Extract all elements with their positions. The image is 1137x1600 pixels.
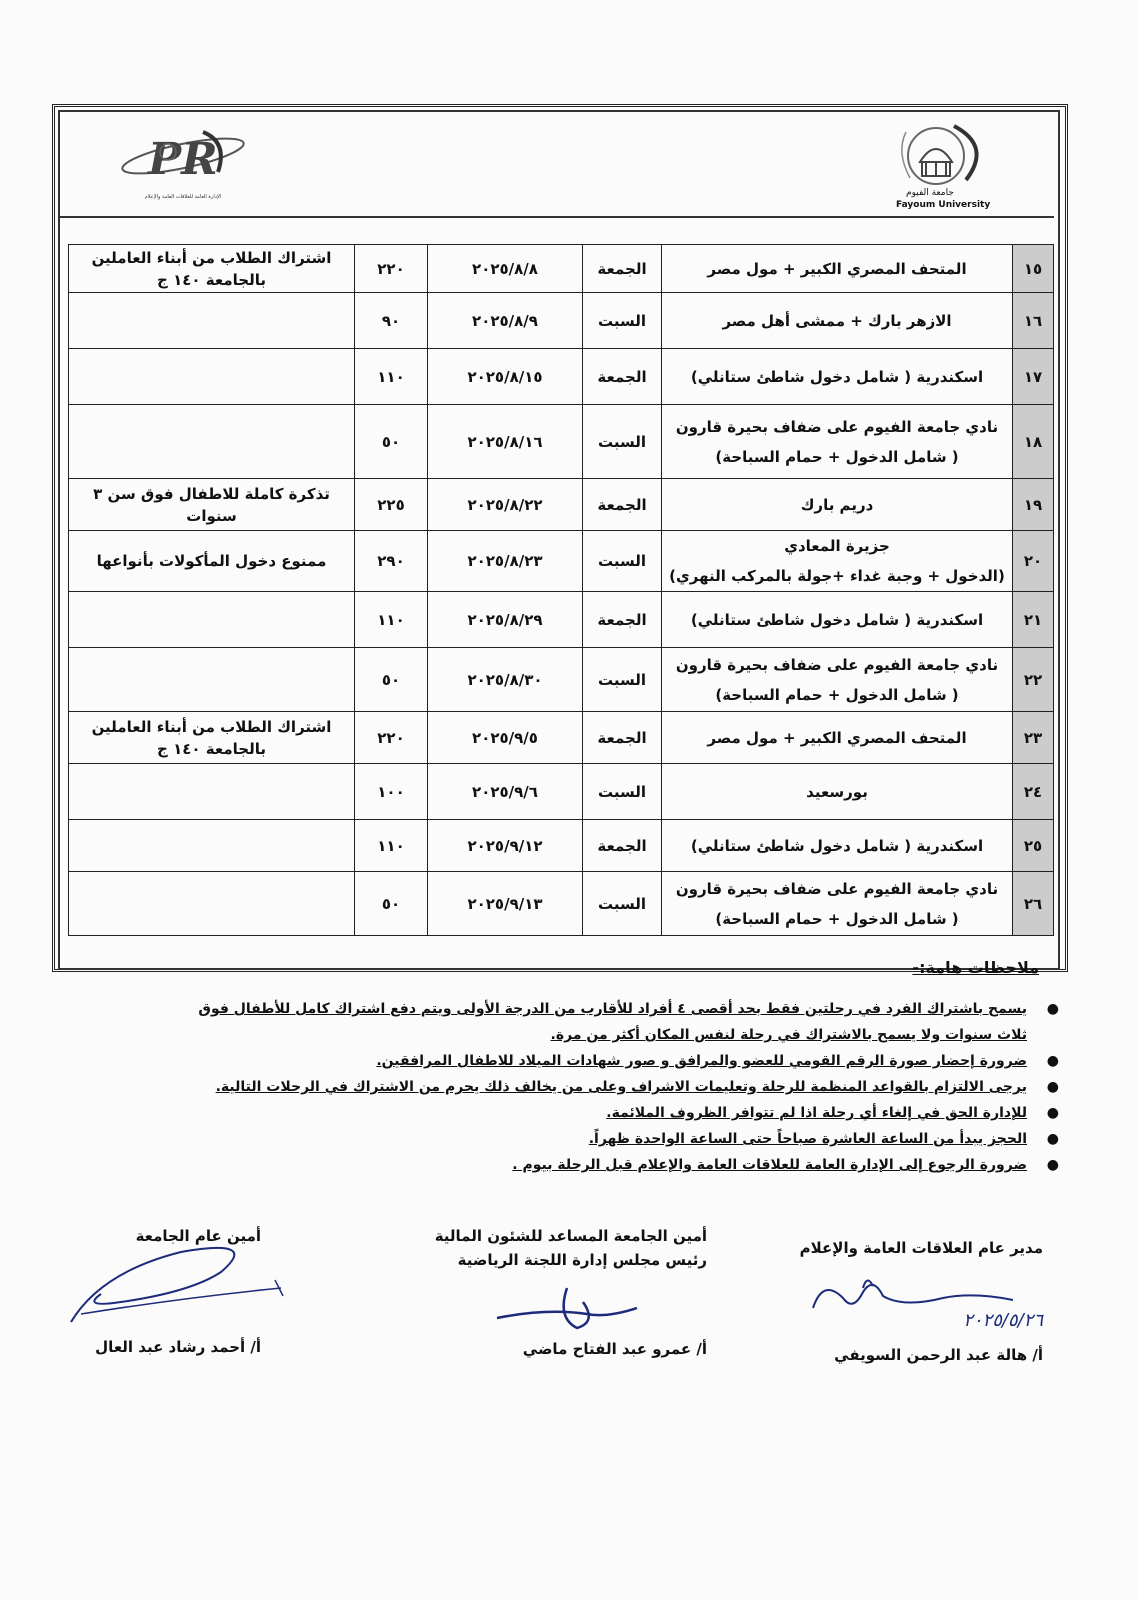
trip-number: ١٥ <box>1013 245 1054 293</box>
trip-destination <box>662 349 1013 405</box>
trip-destination <box>662 820 1013 872</box>
table-row <box>69 820 1054 872</box>
trip-destination <box>662 479 1013 531</box>
trip-note: تذكرة كاملة للاطفال فوق سن ٣ سنوات <box>69 479 355 531</box>
trip-price: ٢٢٥ <box>355 479 428 531</box>
trip-destination <box>662 764 1013 820</box>
trip-note <box>69 648 355 712</box>
destination-line: الازهر بارك + ممشى أهل مصر <box>722 311 952 330</box>
destination-line: جزيرة المعادي <box>784 537 890 555</box>
trip-number: ٢١ <box>1013 592 1054 648</box>
table-row <box>69 245 1054 293</box>
trip-day: السبت <box>583 872 662 936</box>
bullet-icon: ● <box>1046 1105 1059 1121</box>
trip-number: ٢٦ <box>1013 872 1054 936</box>
trip-price: ٢٢٠ <box>355 712 428 764</box>
destination-line: المتحف المصري الكبير + مول مصر <box>707 259 967 278</box>
note-text: للإدارة الحق في إلغاء أي رحلة اذا لم تتوافر الظروف الملائمة. <box>606 1105 1027 1121</box>
destination-line: اسكندرية ( شامل دخول شاطئ ستانلي) <box>690 610 984 629</box>
trip-price: ٥٠ <box>355 648 428 712</box>
trip-destination <box>662 293 1013 349</box>
signature-title: مدير عام العلاقات العامة والإعلام <box>799 1239 1043 1257</box>
signature-block-assistant-secretary <box>407 1224 707 1358</box>
destination-line: المتحف المصري الكبير + مول مصر <box>707 728 967 747</box>
notes-title: ملاحظات هامة:- <box>912 958 1039 977</box>
trip-destination <box>662 648 1013 712</box>
signature-block-secretary-general <box>61 1224 261 1356</box>
trip-note <box>69 293 355 349</box>
list-item <box>197 1152 1059 1178</box>
trips-table <box>68 244 1054 936</box>
handwritten-signature-icon <box>487 1278 647 1342</box>
handwritten-signature-icon <box>61 1242 291 1342</box>
trip-number: ٢٤ <box>1013 764 1054 820</box>
destination-line: (الدخول + وجبة غداء +جولة بالمركب النهري) <box>669 567 1005 585</box>
trip-note <box>69 820 355 872</box>
trip-number: ٢٥ <box>1013 820 1054 872</box>
trip-note <box>69 764 355 820</box>
trip-price: ٢٩٠ <box>355 531 428 592</box>
list-item <box>197 1100 1059 1126</box>
trip-note: اشتراك الطلاب من أبناء العاملين بالجامعة ١٤٠ ج <box>69 712 355 764</box>
trip-price: ١١٠ <box>355 592 428 648</box>
signatory-name: أ/ أحمد رشاد عبد العال <box>95 1338 261 1356</box>
trip-destination <box>662 531 1013 592</box>
trip-number: ٢٢ <box>1013 648 1054 712</box>
trip-day: الجمعة <box>583 820 662 872</box>
list-item <box>197 1074 1059 1100</box>
table-row <box>69 479 1054 531</box>
destination-line: ( شامل الدخول + حمام السباحة) <box>715 447 959 466</box>
trip-price: ١٠٠ <box>355 764 428 820</box>
pr-logo-text: الإدارة العامة للعلاقات العامة والإعلام <box>144 194 222 200</box>
signatory-name: أ/ هالة عبد الرحمن السويفي <box>834 1346 1043 1364</box>
trip-date: ٢٠٢٥/٨/١٦ <box>428 405 583 479</box>
trip-date: ٢٠٢٥/٩/١٢ <box>428 820 583 872</box>
note-text: ضرورة إحضار صورة الرقم القومي للعضو والمرافق و صور شهادات الميلاد للاطفال المرافقين. <box>376 1053 1027 1069</box>
trip-date: ٢٠٢٥/٨/٢٩ <box>428 592 583 648</box>
list-item <box>197 1048 1059 1074</box>
trip-note: اشتراك الطلاب من أبناء العاملين بالجامعة ١٤٠ ج <box>69 245 355 293</box>
trip-price: ١١٠ <box>355 349 428 405</box>
bullet-icon: ● <box>1046 1157 1059 1173</box>
bullet-icon: ● <box>1046 1053 1059 1069</box>
university-name-english: Fayoum University <box>896 200 991 210</box>
trip-price: ٥٠ <box>355 872 428 936</box>
fayoum-university-logo <box>876 122 1006 216</box>
trip-date: ٢٠٢٥/٨/٢٣ <box>428 531 583 592</box>
trip-number: ٢٣ <box>1013 712 1054 764</box>
trip-date: ٢٠٢٥/٨/٣٠ <box>428 648 583 712</box>
trip-price: ٢٢٠ <box>355 245 428 293</box>
svg-text:PR: PR <box>148 134 218 185</box>
trip-day: السبت <box>583 293 662 349</box>
trip-day: الجمعة <box>583 712 662 764</box>
note-text: ضرورة الرجوع إلى الإدارة العامة للعلاقات العامة والإعلام قبل الرحلة بيوم . <box>512 1157 1027 1173</box>
trip-day: الجمعة <box>583 245 662 293</box>
destination-line: نادي جامعة الفيوم على ضفاف بحيرة قارون <box>675 655 999 674</box>
trip-date: ٢٠٢٥/٩/٦ <box>428 764 583 820</box>
list-item <box>197 1126 1059 1152</box>
pr-logo-icon <box>108 122 258 194</box>
bullet-icon: ● <box>1046 1001 1059 1017</box>
trip-price: ١١٠ <box>355 820 428 872</box>
notes-list <box>197 996 1059 1178</box>
destination-line: ( شامل الدخول + حمام السباحة) <box>715 909 959 928</box>
trip-destination <box>662 405 1013 479</box>
trip-number: ١٦ <box>1013 293 1054 349</box>
list-item <box>197 996 1059 1048</box>
handwritten-date: ٢٠٢٥/٥/٢٦ <box>963 1310 1043 1331</box>
letterhead <box>60 112 1054 218</box>
trip-day: السبت <box>583 648 662 712</box>
trip-note <box>69 592 355 648</box>
note-text: يسمح باشتراك الفرد في رحلتين فقط بحد أقصى ٤ أفراد للأقارب من الدرجة الأولى ويتم دفع اشتراك كامل للأطفال فوق ثلاث سنوات ولا يسمح بالاشتراك في رحلة لنفس المكان أكثر من مرة. <box>198 1001 1027 1043</box>
trip-note: ممنوع دخول المأكولات بأنواعها <box>69 531 355 592</box>
table-row <box>69 592 1054 648</box>
destination-line: اسكندرية ( شامل دخول شاطئ ستانلي) <box>690 367 984 386</box>
bullet-icon: ● <box>1046 1131 1059 1147</box>
trip-day: الجمعة <box>583 592 662 648</box>
signatory-name: أ/ عمرو عبد الفتاح ماضي <box>522 1340 707 1358</box>
public-relations-logo <box>108 122 258 202</box>
destination-line: ( شامل الدخول + حمام السباحة) <box>715 685 959 704</box>
trip-note <box>69 405 355 479</box>
trip-number: ١٩ <box>1013 479 1054 531</box>
signature-subtitle: رئيس مجلس إدارة اللجنة الرياضية <box>457 1251 707 1269</box>
trip-day: الجمعة <box>583 349 662 405</box>
trip-number: ١٧ <box>1013 349 1054 405</box>
table-row <box>69 712 1054 764</box>
trip-price: ٩٠ <box>355 293 428 349</box>
note-text: الحجز يبدأ من الساعة العاشرة صباحاً حتى الساعة الواحدة ظهراً. <box>588 1131 1027 1147</box>
table-row <box>69 531 1054 592</box>
signature-title: أمين الجامعة المساعد للشئون المالية <box>434 1227 707 1245</box>
trip-date: ٢٠٢٥/٨/٨ <box>428 245 583 293</box>
destination-line: اسكندرية ( شامل دخول شاطئ ستانلي) <box>690 836 984 855</box>
table-row <box>69 764 1054 820</box>
trip-day: السبت <box>583 764 662 820</box>
destination-line: نادي جامعة الفيوم على ضفاف بحيرة قارون <box>675 417 999 436</box>
trip-destination <box>662 872 1013 936</box>
table-row <box>69 405 1054 479</box>
note-text: يرجى الالتزام بالقواعد المنظمة للرحلة وتعليمات الاشراف وعلى من يخالف ذلك يحرم من الاشتراك في الرحلات التالية. <box>215 1079 1027 1095</box>
trip-day: السبت <box>583 531 662 592</box>
trip-day: الجمعة <box>583 479 662 531</box>
trip-date: ٢٠٢٥/٨/٩ <box>428 293 583 349</box>
trip-date: ٢٠٢٥/٨/٢٢ <box>428 479 583 531</box>
table-row <box>69 872 1054 936</box>
trip-destination <box>662 712 1013 764</box>
trip-number: ١٨ <box>1013 405 1054 479</box>
university-name-arabic: جامعة الفيوم <box>906 188 954 198</box>
table-row <box>69 349 1054 405</box>
university-emblem-icon <box>876 122 1006 188</box>
destination-line: بورسعيد <box>806 782 868 801</box>
trip-destination <box>662 245 1013 293</box>
table-row <box>69 293 1054 349</box>
trip-date: ٢٠٢٥/٩/١٣ <box>428 872 583 936</box>
destination-line: دريم بارك <box>800 495 874 514</box>
trip-note <box>69 349 355 405</box>
trip-number: ٢٠ <box>1013 531 1054 592</box>
bullet-icon: ● <box>1046 1079 1059 1095</box>
table-row <box>69 648 1054 712</box>
trip-price: ٥٠ <box>355 405 428 479</box>
trip-day: السبت <box>583 405 662 479</box>
trip-note <box>69 872 355 936</box>
trip-date: ٢٠٢٥/٩/٥ <box>428 712 583 764</box>
destination-line: نادي جامعة الفيوم على ضفاف بحيرة قارون <box>675 879 999 898</box>
signature-title: أمين عام الجامعة <box>135 1227 261 1245</box>
trip-destination <box>662 592 1013 648</box>
trip-date: ٢٠٢٥/٨/١٥ <box>428 349 583 405</box>
signature-block-pr-director <box>783 1236 1043 1364</box>
